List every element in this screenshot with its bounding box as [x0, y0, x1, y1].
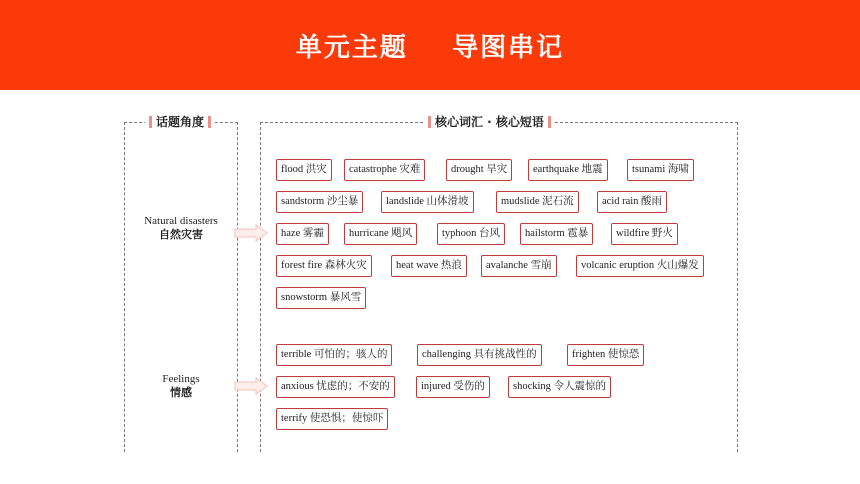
title-tick-left [428, 116, 431, 128]
vocab-tag: flood 洪灾 [276, 159, 332, 181]
vocab-tag: typhoon 台风 [437, 223, 505, 245]
category-cn: 自然灾害 [159, 228, 203, 241]
vocab-tag: hailstorm 雹暴 [520, 223, 593, 245]
vocab-tag: terrify 使恐惧；使惊吓 [276, 408, 388, 430]
vocab-tag: avalanche 雪崩 [481, 255, 557, 277]
topic-angle-panel [124, 115, 238, 452]
vocab-tag: tsunami 海啸 [627, 159, 694, 181]
category-natural-disasters [124, 214, 238, 242]
vocab-tag: frighten 使惊恐 [567, 344, 644, 366]
title-tick-right [548, 116, 551, 128]
vocabulary-label: 核心词汇 · 核心短语 [435, 115, 544, 129]
category-en: Natural disasters [144, 215, 218, 227]
vocab-tag: acid rain 酸雨 [597, 191, 667, 213]
vocab-tag: volcanic eruption 火山爆发 [576, 255, 704, 277]
header-banner [0, 0, 860, 90]
category-cn: 情感 [170, 386, 192, 399]
vocab-tag: drought 旱灾 [446, 159, 512, 181]
vocab-tag: heat wave 热浪 [391, 255, 467, 277]
vocab-tag: hurricane 飓风 [344, 223, 417, 245]
vocab-tag: snowstorm 暴风雪 [276, 287, 366, 309]
topic-angle-title [145, 113, 215, 130]
title-tick-left [149, 116, 152, 128]
topic-angle-label: 话题角度 [156, 115, 205, 129]
vocab-tag: wildfire 野火 [611, 223, 678, 245]
category-en: Feelings [162, 373, 200, 385]
vocab-tag: earthquake 地震 [528, 159, 608, 181]
vocab-tag: anxious 忧虑的；不安的 [276, 376, 395, 398]
category-feelings [124, 372, 238, 400]
vocab-tag: haze 雾霾 [276, 223, 329, 245]
vocab-tag: injured 受伤的 [416, 376, 490, 398]
vocabulary-title [424, 113, 555, 130]
vocab-tag: mudslide 泥石流 [496, 191, 579, 213]
vocab-tag: sandstorm 沙尘暴 [276, 191, 363, 213]
vocab-tag: landslide 山体滑坡 [381, 191, 474, 213]
vocab-tag: terrible 可怕的；骇人的 [276, 344, 392, 366]
vocab-tag: forest fire 森林火灾 [276, 255, 372, 277]
arrow-right-icon [234, 224, 268, 242]
title-tick-right [208, 116, 211, 128]
arrow-right-icon [234, 377, 268, 395]
vocab-tag: challenging 具有挑战性的 [417, 344, 542, 366]
page-title: 单元主题 导图串记 [295, 32, 565, 63]
vocab-tag: catastrophe 灾难 [344, 159, 425, 181]
vocab-tag: shocking 令人震惊的 [508, 376, 611, 398]
